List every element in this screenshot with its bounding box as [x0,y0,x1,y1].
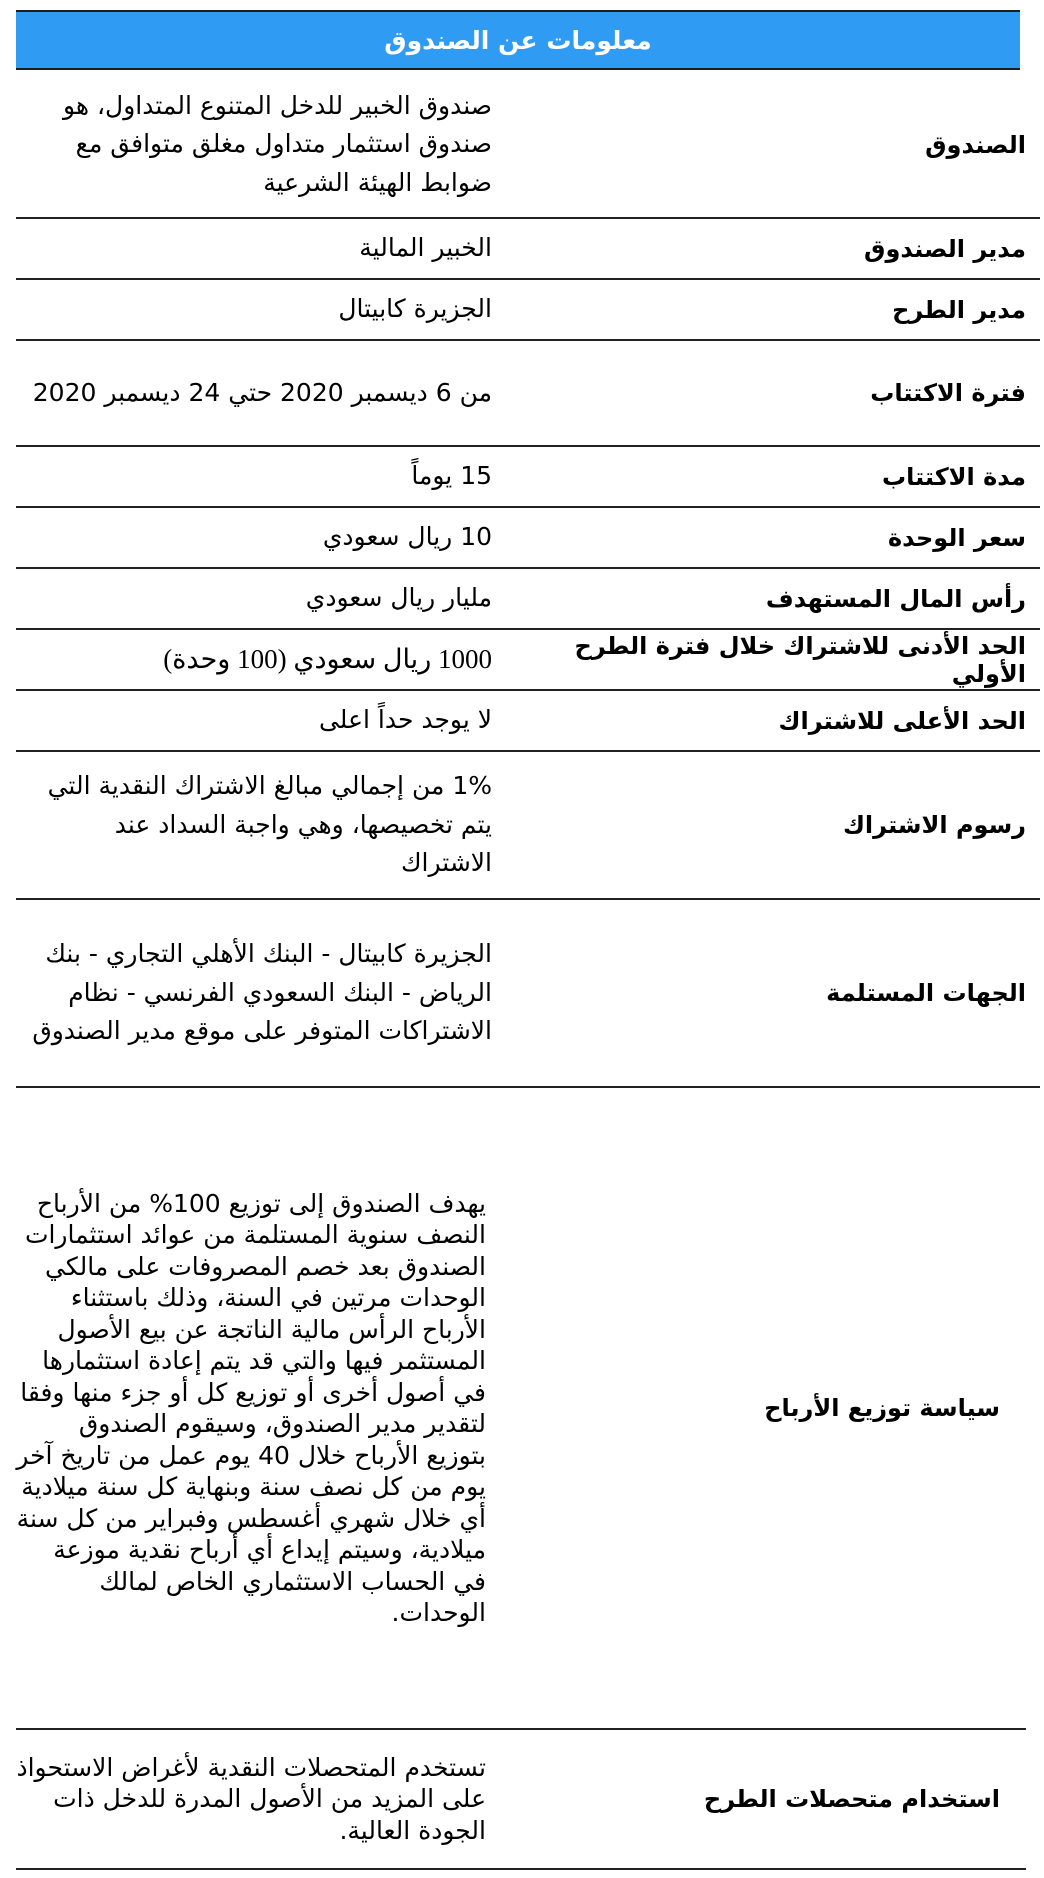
row-value: الخبير المالية [359,233,492,263]
row-label: سعر الوحدة [887,523,1026,552]
table-row-offering-manager [16,280,1040,341]
row-label: الحد الأعلى للاشتراك [778,706,1026,735]
row-label: استخدام متحصلات الطرح [703,1785,1000,1813]
table-row-target-capital [16,569,1040,630]
table-row-subscription-duration [16,447,1040,508]
table-row-fund [16,72,1040,219]
row-value: من 6 ديسمبر 2020 حتي 24 ديسمبر 2020 [32,377,492,407]
row-label: الجهات المستلمة [826,979,1026,1007]
table-row-minimum-subscription [16,630,1040,691]
row-value: صندوق الخبير للدخل المتنوع المتداول، هو صندوق استثمار متداول مغلق متوافق مع ضوابط الهيئة الشرعية [62,90,492,197]
row-value: 1% من إجمالي مبالغ الاشتراك النقدية التي يتم تخصيصها، وهي واجبة السداد عند الاشتراك [47,771,492,878]
row-label: مدير الطرح [892,295,1026,324]
row-label: رأس المال المستهدف [765,584,1026,613]
row-label: فترة الاكتتاب [870,379,1026,407]
table-header [16,10,1020,70]
row-label: مدير الصندوق [864,234,1026,263]
table-row-receiving-entities [16,900,1040,1088]
row-value: الجزيرة كابيتال - البنك الأهلي التجاري - بنك الرياض - البنك السعودي الفرنسي - نظام الاشتراكات المتوفر على موقع مدير الصندوق [32,939,492,1046]
row-value: 15 يوماً [411,461,492,491]
table-row-fund-manager [16,219,1040,280]
table-row-subscription-period [16,341,1040,447]
row-value: تستخدم المتحصلات النقدية لأغراض الاستحواذ على المزيد من الأصول المدرة للدخل ذات الجودة العالية. [16,1752,486,1845]
row-value: يهدف الصندوق إلى توزيع 100% من الأرباح النصف سنوية المستلمة من عوائد استثمارات الصندوق بعد خصم المصروفات على مالكي الوحدات مرتين في السنة، وذلك باستثناء الأرباح الرأس مالية الناتجة عن بيع الأصول المستثمر فيها والتي قد يتم إعادة استثمارها في أصول أخرى أو توزيع كل أو جزء منها وفقا لتقدير مدير الصندوق، وسيقوم الصندوق بتوزيع الأرباح خلال 40 يوم عمل من تاريخ آخر يوم من كل نصف سنة وبنهاية كل سنة ميلادية أي خلال شهري أغسطس وفبراير من كل سنة ميلادية، وسيتم إيداع أي أرباح نقدية موزعة في الحساب الاستثماري الخاص لمالك الوحدات. [16,1188,486,1627]
table-row-subscription-fees [16,752,1040,900]
table-row-maximum-subscription [16,691,1040,752]
row-value: لا يوجد حداً اعلى [318,705,492,735]
table-title: معلومات عن الصندوق [384,25,652,55]
table-row-unit-price [16,508,1040,569]
row-value: الجزيرة كابيتال [338,294,492,324]
row-value: مليار ريال سعودي [305,583,492,613]
row-value: 10 ريال سعودي [322,522,492,552]
row-label: الحد الأدنى للاشتراك خلال فترة الطرح الأولي [574,631,1026,688]
table-row-dividend-policy [16,1088,1026,1730]
row-label: الصندوق [925,130,1026,159]
row-label: سياسة توزيع الأرباح [764,1394,1000,1422]
row-label: رسوم الاشتراك [842,811,1026,839]
row-label: مدة الاكتتاب [881,462,1026,491]
row-value: 1000 ريال سعودي (100 وحدة) [163,644,492,675]
table-row-use-of-proceeds [16,1730,1026,1870]
